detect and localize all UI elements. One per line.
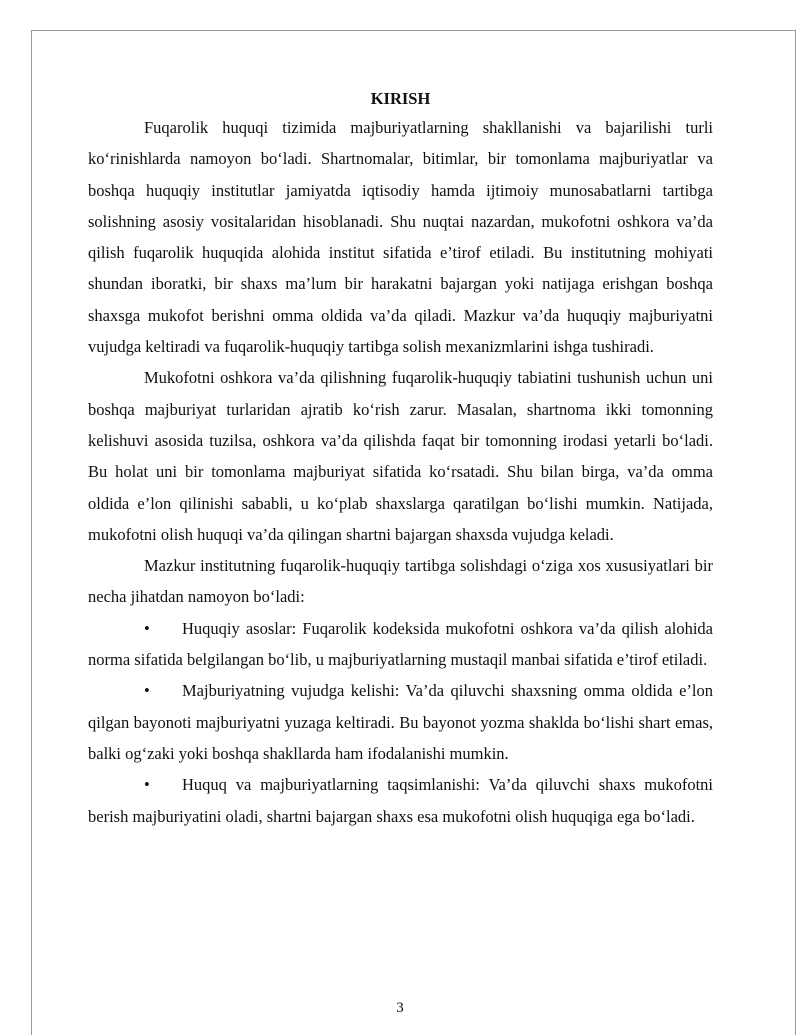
paragraph-1: Fuqarolik huquqi tizimida majburiyatlarning shakllanishi va bajarilishi turli ko‘rinishlarda namoyon bo‘ladi. Shartnomalar, bitimlar, bir tomonlama majburiyatlar va boshqa huquqiy institutlar jamiyatda iqtisodiy hamda ijtimoiy munosabatlarni tartibga solishning asosiy vositalaridan hisoblanadi. Shu nuqtai nazardan, mukofotni oshkora va’da qilish fuqarolik huquqida alohida institut sifatida e’tirof etiladi. Bu institutning mohiyati shundan iboratki, bir shaxs ma’lum bir harakatni bajargan yoki natijaga erishgan boshqa shaxsga mukofot berishni omma oldida va’da qiladi. Mazkur va’da huquqiy majburiyatni vujudga keltiradi va fuqarolik-huquqiy tartibga solish mexanizmlarini ishga tushiradi. (88, 118, 713, 357)
paragraph-3: Mazkur institutning fuqarolik-huquqiy tartibga solishdagi o‘ziga xos xususiyatlari bir necha jihatdan namoyon bo‘ladi: (88, 556, 713, 607)
bullet-item-2 (88, 675, 713, 769)
section-heading: KIRISH (370, 89, 431, 108)
bullet-text: Huquqiy asoslar: Fuqarolik kodeksida mukofotni oshkora va’da qilish alohida norma sifatida belgilangan bo‘lib, u majburiyatlarning mustaqil manbai sifatida e’tirof etiladi. (88, 618, 713, 670)
bullet-item-3 (88, 769, 713, 832)
bullet-text: Majburiyatning vujudga kelishi: Va’da qiluvchi shaxsning omma oldida e’lon qilgan bayonoti majburiyatni yuzaga keltiradi. Bu bayonot yozma shaklda bo‘lishi shart emas, balki og‘zaki yoki boshqa shakllarda ham ifodalanishi mumkin. (88, 681, 713, 763)
bullet-item-1 (88, 613, 713, 676)
bullet-marker: • (144, 775, 150, 795)
page-number: 3 (396, 1000, 404, 1016)
bullet-marker: • (144, 618, 150, 638)
paragraph-2: Mukofotni oshkora va’da qilishning fuqarolik-huquqiy tabiatini tushunish uchun uni boshqa majburiyat turlaridan ajratib ko‘rish zarur. Masalan, shartnoma ikki tomonning kelishuvi asosida tuzilsa, oshkora va’da qilishda faqat bir tomonning irodasi yetarli bo‘ladi. Bu holat uni bir tomonlama majburiyat sifatida ko‘rsatadi. Shu bilan birga, va’da omma oldida e’lon qilinishi sababli, u ko‘plab shaxslarga qaratilgan bo‘lishi mumkin. Natijada, mukofotni olish huquqi va’da qilingan shartni bajargan shaxsda vujudga keladi. (88, 368, 713, 544)
bullet-text: Huquq va majburiyatlarning taqsimlanishi: Va’da qiluvchi shaxs mukofotni berish majburiyatini oladi, shartni bajargan shaxs esa mukofotni olish huquqiga ega bo‘ladi. (88, 775, 713, 826)
document-body (88, 86, 713, 832)
bullet-marker: • (144, 681, 150, 701)
